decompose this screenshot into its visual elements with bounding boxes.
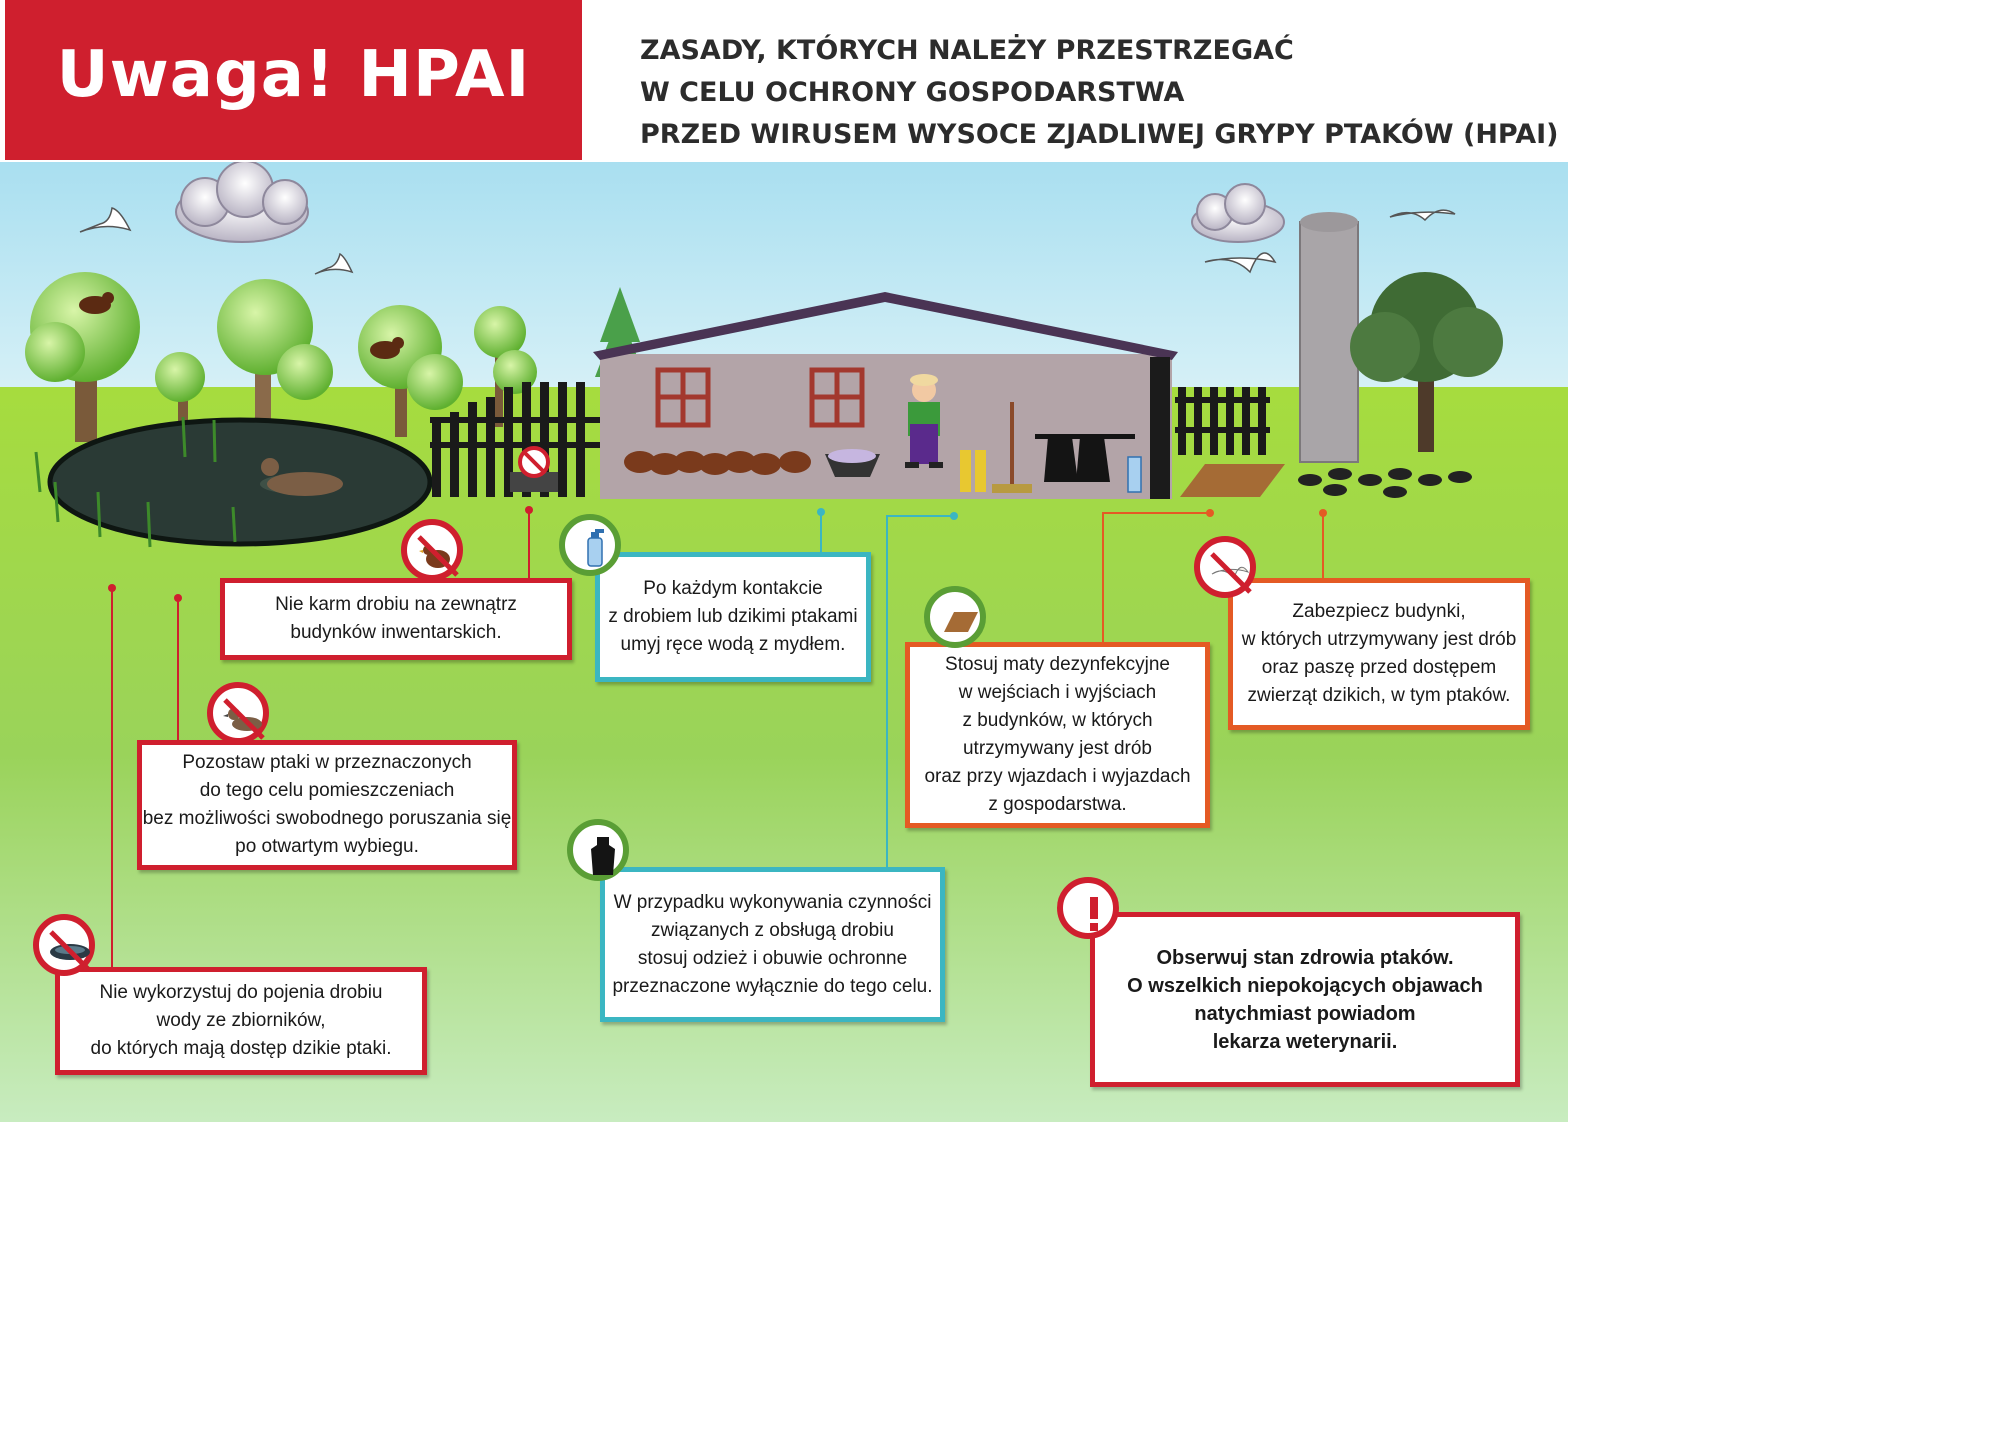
connector-mats <box>1102 512 1104 642</box>
rule-confine-box <box>137 740 517 870</box>
rule-water-line: do których mają dostęp dzikie ptaki. <box>90 1038 392 1059</box>
headline-line-2: W CELU OCHRONY GOSPODARSTWA <box>640 77 1185 108</box>
rule-feeding-line: budynków inwentarskich. <box>290 622 502 643</box>
rule-feeding-box <box>220 578 572 660</box>
headline-line-1: ZASADY, KTÓRYCH NALEŻY PRZESTRZEGAĆ <box>640 35 1294 66</box>
connector-dot <box>174 594 182 602</box>
connector-dot <box>108 584 116 592</box>
rule-secure-line: w których utrzymywany jest drób <box>1241 629 1517 650</box>
connector-handwash <box>820 512 822 552</box>
no-water-bowl-icon <box>33 914 95 976</box>
rule-feeding-line: Nie karm drobiu na zewnątrz <box>275 594 517 615</box>
rule-mats-line: oraz przy wjazdach i wyjazdach <box>924 766 1191 787</box>
banner-title: Uwaga! HPAI <box>56 38 531 112</box>
connector-dot <box>1206 509 1214 517</box>
connector-clothing <box>886 515 888 871</box>
rule-mats-line: z budynków, w których <box>962 710 1153 731</box>
rule-confine-line: po otwartym wybiegu. <box>235 836 419 857</box>
connector-water <box>111 588 113 968</box>
connector-feeding <box>528 510 530 580</box>
no-chicken-icon <box>401 519 463 581</box>
rule-confine-line: Pozostaw ptaki w przeznaczonych <box>182 752 472 773</box>
headline <box>640 30 1560 156</box>
connector-dot <box>950 512 958 520</box>
rule-observe-line: lekarza weterynarii. <box>1212 1030 1398 1053</box>
connector-dot <box>1319 509 1327 517</box>
apron-icon <box>567 819 629 881</box>
connector-confine <box>177 598 179 740</box>
spray-bottle-icon <box>1128 457 1141 492</box>
rule-water-line: Nie wykorzystuj do pojenia drobiu <box>99 982 383 1003</box>
rule-confine-line: bez możliwości swobodnego poruszania się <box>142 808 512 829</box>
rule-handwash-box <box>595 552 871 682</box>
rule-observe-line: O wszelkich niepokojących objawach <box>1127 974 1483 997</box>
rule-handwash-line: umyj ręce wodą z mydłem. <box>620 634 846 655</box>
rule-secure-line: zwierząt dzikich, w tym ptaków. <box>1247 685 1511 706</box>
rule-clothing-line: W przypadku wykonywania czynności <box>613 891 932 913</box>
rule-secure-line: Zabezpiecz budynki, <box>1292 601 1466 622</box>
connector-secure <box>1322 513 1324 578</box>
disinfection-mat-icon <box>924 586 986 648</box>
soap-bottle-icon <box>559 514 621 576</box>
rule-mats-line: w wejściach i wyjściach <box>958 682 1157 703</box>
rule-observe-line: natychmiast powiadom <box>1194 1002 1416 1025</box>
connector-clothing-h <box>886 515 954 517</box>
rule-secure-line: oraz paszę przed dostępem <box>1261 657 1497 678</box>
egg-tray-icon <box>825 449 880 477</box>
rule-observe-box <box>1090 912 1520 1087</box>
silo-icon <box>1300 212 1358 462</box>
rule-mats-line: Stosuj maty dezynfekcyjne <box>945 654 1170 675</box>
connector-dot <box>817 508 825 516</box>
rule-confine-line: do tego celu pomieszczeniach <box>199 780 455 801</box>
no-wild-bird-icon <box>1194 536 1256 598</box>
connector-dot <box>525 506 533 514</box>
rule-water-line: wody ze zbiorników, <box>156 1010 326 1031</box>
rule-clothing-box <box>600 867 945 1022</box>
connector-mats-h <box>1102 512 1210 514</box>
rule-secure-box <box>1228 578 1530 730</box>
no-duck-icon <box>207 682 269 744</box>
rule-handwash-line: z drobiem lub dzikimi ptakami <box>608 606 858 627</box>
rule-mats-box <box>905 642 1210 828</box>
exclamation-icon <box>1057 877 1119 939</box>
rule-handwash-line: Po każdym kontakcie <box>643 578 823 599</box>
pond <box>50 420 430 544</box>
rule-observe-line: Obserwuj stan zdrowia ptaków. <box>1156 946 1454 969</box>
rule-clothing-line: związanych z obsługą drobiu <box>651 919 894 941</box>
warning-banner <box>5 0 582 160</box>
rule-water-box <box>55 967 427 1075</box>
rule-mats-line: z gospodarstwa. <box>988 794 1127 815</box>
rule-clothing-line: przeznaczone wyłącznie do tego celu. <box>612 975 933 997</box>
rule-clothing-line: stosuj odzież i obuwie ochronne <box>637 947 908 969</box>
rule-mats-line: utrzymywany jest drób <box>962 738 1152 759</box>
headline-line-3: PRZED WIRUSEM WYSOCE ZJADLIWEJ GRYPY PTAKÓW (HPAI) <box>640 119 1559 150</box>
